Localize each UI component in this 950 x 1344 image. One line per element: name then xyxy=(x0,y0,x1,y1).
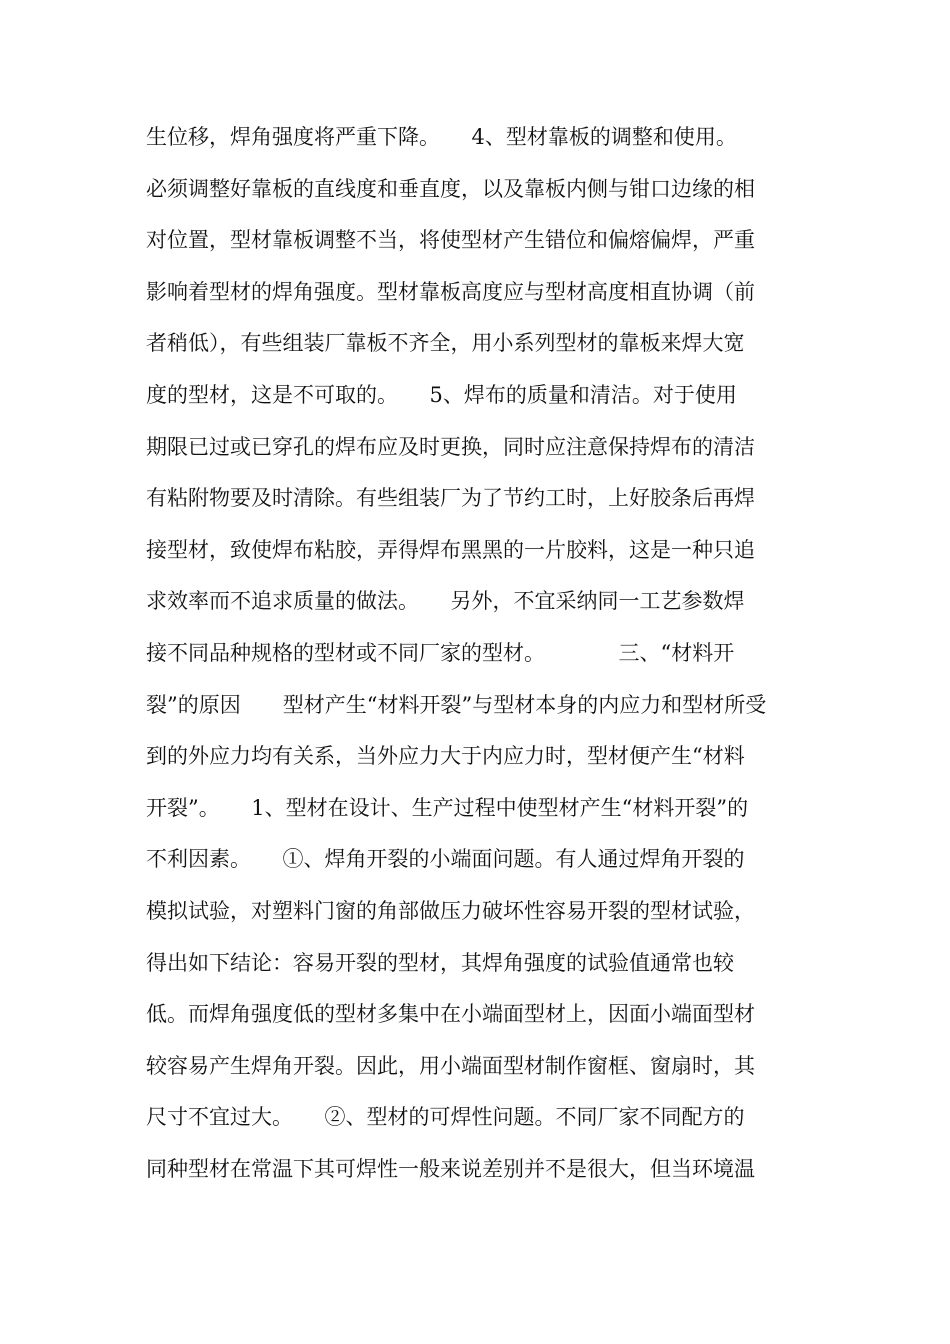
text-line: 期限已过或已穿孔的焊布应及时更换，同时应注意保持焊布的清洁 xyxy=(146,434,755,459)
text-line: 接不同品种规格的型材或不同厂家的型材。 三、“材料开 xyxy=(146,640,735,665)
text-line: 到的外应力均有关系，当外应力大于内应力时，型材便产生“材料 xyxy=(146,744,745,769)
text-line: 得出如下结论：容易开裂的型材，其焊角强度的试验值通常也较 xyxy=(146,950,734,975)
text-line: 较容易产生焊角开裂。因此，用小端面型材制作窗框、窗扇时，其 xyxy=(146,1053,755,1078)
text-line: 生位移，焊角强度将严重下降。 4、型材靠板的调整和使用。 xyxy=(146,125,737,149)
text-line: 裂”的原因 型材产生“材料开裂”与型材本身的内应力和型材所受 xyxy=(146,692,767,717)
body-text xyxy=(146,112,826,1195)
text-line: 求效率而不追求质量的做法。 另外，不宜采纳同一工艺参数焊 xyxy=(146,589,745,614)
text-line: 度的型材，这是不可取的。 5、焊布的质量和清洁。对于使用 xyxy=(146,382,737,407)
text-line: 影响着型材的焊角强度。型材靠板高度应与型材高度相直协调（前 xyxy=(146,279,755,304)
text-line: 低。而焊角强度低的型材多集中在小端面型材上，因面小端面型材 xyxy=(146,1002,755,1027)
text-line: 开裂”。 1、型材在设计、生产过程中使型材产生“材料开裂”的 xyxy=(146,795,749,820)
text-line: 有粘附物要及时清除。有些组装厂为了节约工时，上好胶条后再焊 xyxy=(146,486,755,511)
text-line: 尺寸不宜过大。 ②、型材的可焊性问题。不同厂家不同配方的 xyxy=(146,1105,745,1130)
text-line: 接型材，致使焊布粘胶，弄得焊布黑黑的一片胶料，这是一种只追 xyxy=(146,537,755,562)
text-line: 模拟试验，对塑料门窗的角部做压力破坏性容易开裂的型材试验， xyxy=(146,898,755,923)
text-line: 必须调整好靠板的直线度和垂直度，以及靠板内侧与钳口边缘的相 xyxy=(146,176,755,201)
text-line: 不利因素。 ①、焊角开裂的小端面问题。有人通过焊角开裂的 xyxy=(146,847,745,872)
text-line: 者稍低），有些组装厂靠板不齐全，用小系列型材的靠板来焊大宽 xyxy=(146,331,745,356)
text-line: 对位置，型材靠板调整不当，将使型材产生错位和偏熔偏焊，严重 xyxy=(146,228,755,253)
text-line: 同种型材在常温下其可焊性一般来说差别并不是很大，但当环境温 xyxy=(146,1156,755,1181)
